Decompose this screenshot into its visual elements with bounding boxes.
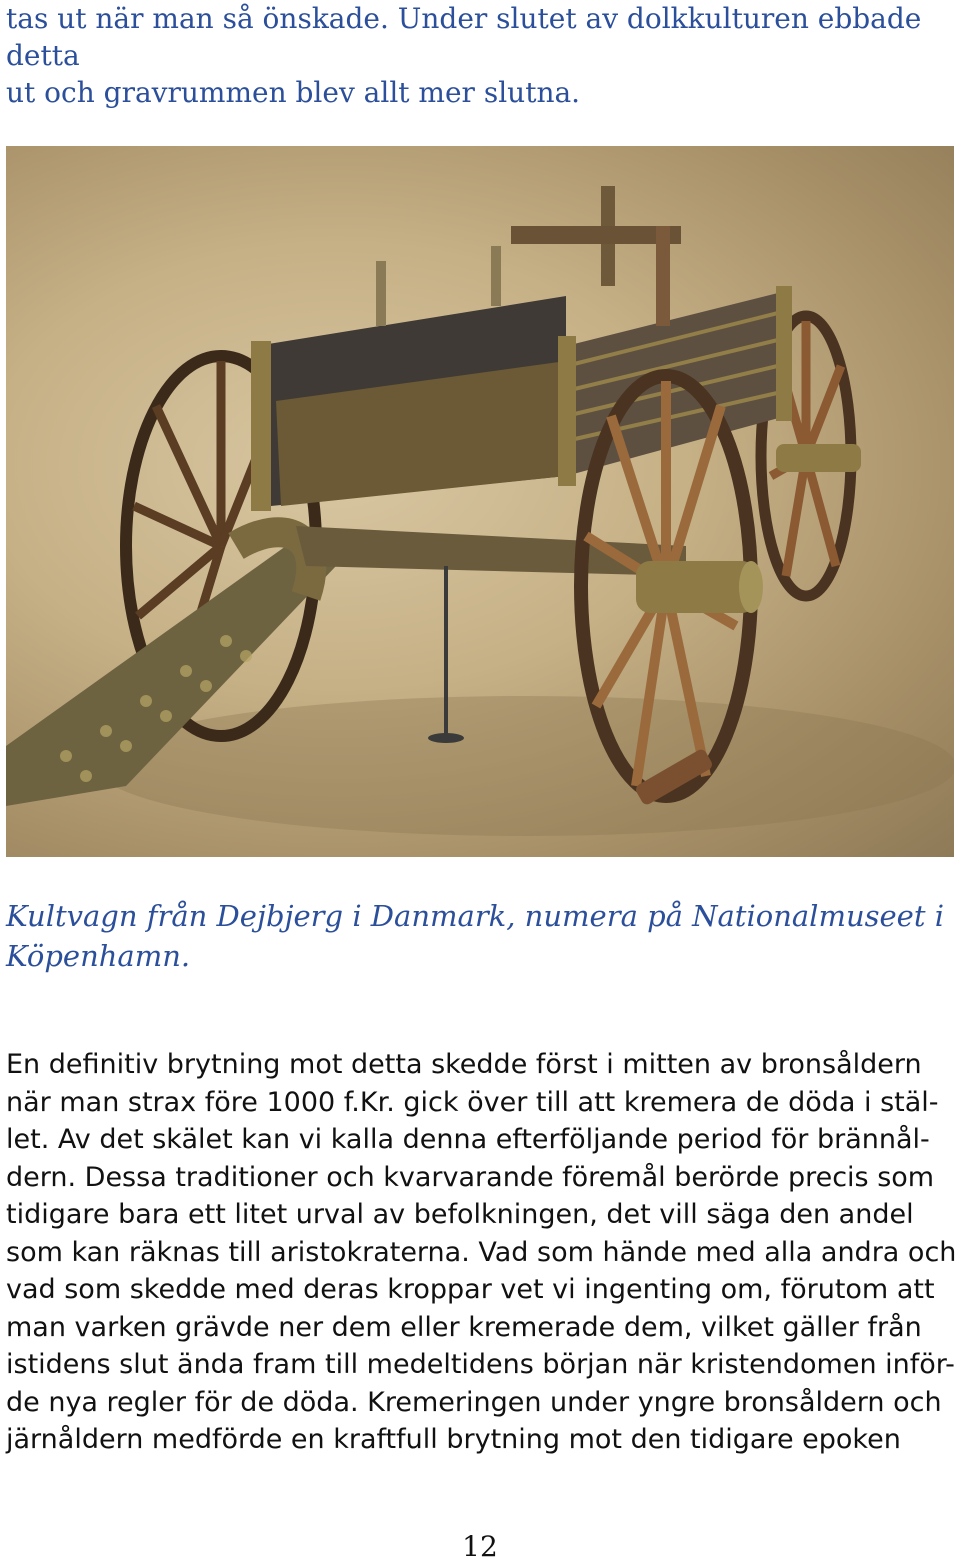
body-line: En definitiv brytning mot detta skedde först i mitten av bronsåldern	[6, 1049, 922, 1080]
cult-wagon-illustration	[6, 146, 954, 857]
body-line: vad som skedde med deras kroppar vet vi ingenting om, förutom att	[6, 1274, 935, 1305]
floor-shadow	[96, 696, 954, 836]
body-paragraph	[6, 1046, 957, 1459]
body-line: tidigare bara ett litet urval av befolkningen, det vill säga den andel	[6, 1199, 914, 1230]
page-number: 12	[462, 1530, 498, 1563]
intro-line-1: tas ut när man så önskade. Under slutet av dolkkulturen ebbade detta	[6, 2, 922, 72]
body-line: de nya regler för de döda. Kremeringen under yngre bronsåldern och	[6, 1386, 942, 1418]
caption-line-2: Köpenhamn.	[6, 939, 191, 973]
caption-line-1: Kultvagn från Dejbjerg i Danmark, numera på Nationalmuseet i	[6, 899, 944, 933]
intro-paragraph	[6, 0, 954, 111]
body-line: istidens slut ända fram till medeltidens början när kristendomen inför-	[6, 1349, 955, 1380]
body-line: dern. Dessa traditioner och kvarvarande föremål berörde precis som	[6, 1161, 935, 1193]
cult-wagon-photo	[6, 146, 954, 857]
body-line: som kan räknas till aristokraterna. Vad som hände med alla andra och	[6, 1236, 957, 1268]
body-line: järnåldern medförde en kraftfull brytning mot den tidigare epoken	[6, 1424, 901, 1455]
photo-caption	[6, 896, 954, 976]
wagon-body	[251, 186, 792, 511]
body-line: när man strax före 1000 f.Kr. gick över till att kremera de döda i stäl-	[6, 1086, 939, 1118]
body-line: let. Av det skälet kan vi kalla denna efterföljande period för brännål-	[6, 1124, 930, 1155]
intro-line-2: ut och gravrummen blev allt mer slutna.	[6, 76, 581, 109]
body-line: man varken grävde ner dem eller kremerade dem, vilket gäller från	[6, 1311, 922, 1343]
